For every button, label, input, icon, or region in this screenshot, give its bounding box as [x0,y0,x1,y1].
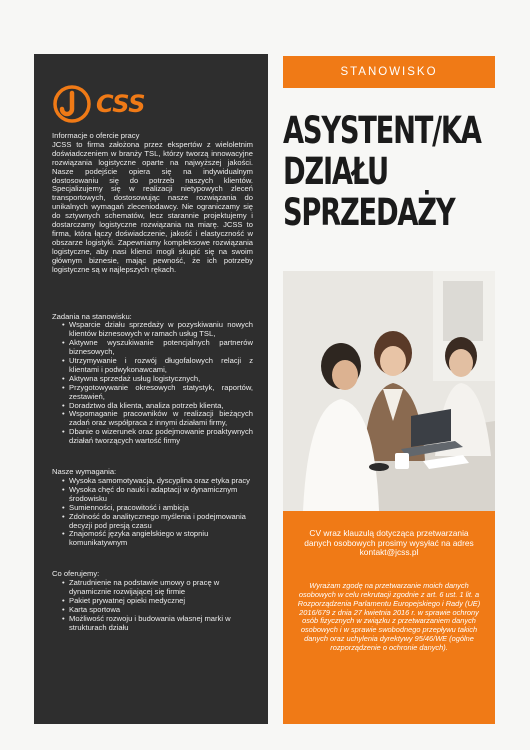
requirement-item: • Wysoka samomotywacja, dyscyplina oraz etyka pracy [62,477,253,486]
duty-item: • Przygotowywanie okresowych statystyk, raportów, zestawień, [62,384,253,402]
requirement-item: • Sumienności, pracowitość i ambicja [62,504,253,513]
duty-item: • Dbanie o wizerunek oraz podejmowanie proaktywnych działań tworzących wartość firmy [62,428,253,446]
duty-item: • Wsparcie działu sprzedaży w pozyskiwaniu nowych klientów biznesowych w ramach usług TSL, [62,321,253,339]
duties-list [52,321,253,446]
duty-item: • Aktywna sprzedaż usług logistycznych, [62,375,253,384]
requirements-list [52,477,253,548]
offer-item: • Możliwość rozwoju i budowania własnej marki w strukturach działu [62,615,253,633]
job-title-line: SPRZEDAŻY [283,191,455,234]
offer-section [52,570,253,632]
duty-item: • Aktywne wyszukiwanie potencjalnych partnerów biznesowych, [62,339,253,357]
requirement-item: • Znajomość języka angielskiego w stopniu komunikatywnym [62,530,253,548]
duties-section [52,313,253,447]
about-text: JCSS to firma założona przez ekspertów z wieloletnim doświadczeniem w branży TSL, którzy tworzą innowacyjne rozwiązania logistyczne oparte na najwyższej jakości. Nasze podejście opiera się na indywidualnym dostosowaniu się do potrzeb naszych klientów. Specjalizujemy się w realizacji nietypowych zleceń transportowych, dostosowując nasze rozwiązania do unikalnych wymagań zleceniodawcy. Nie ograniczamy się do sztywnych schematów, lecz starannie projektujemy i dostarczamy logistyczne rozwiązania na miarę. JCSS to firma, która łączy doświadczenie, jakość i elastyczność w obszarze logistyki. Zapewniamy kompleksowe rozwiązania logistyczne, aby nasi klienci mogli skupić się na swoim głównym biznesie, mając pewność, że ich potrzeby logistyczne są w najlepszych rękach. [52,139,253,274]
team-meeting-illustration [283,271,495,511]
logo-text: CSS [96,90,145,118]
duty-item: • Wspomaganie pracowników w realizacji bieżących zadań oraz współpraca z innymi działami firmy, [62,410,253,428]
position-badge: STANOWISKO [283,56,495,88]
about-heading: Informacje o ofercie pracy [52,131,140,140]
requirement-item: • Wysoka chęć do nauki i adaptacji w dynamicznym środowisku [62,486,253,504]
offer-item: • Pakiet prywatnej opieki medycznej [62,597,253,606]
offer-item: • Karta sportowa [62,606,253,615]
duty-item: • Doradztwo dla klienta, analiza potrzeb klienta, [62,402,253,411]
duty-item: • Utrzymywanie i rozwój długofalowych relacji z klientami i podwykonawcami, [62,357,253,375]
company-logo [52,84,253,124]
company-info-panel [34,54,268,724]
offer-heading: Co oferujemy: [52,569,100,579]
requirements-heading: Nasze wymagania: [52,467,117,477]
cv-instructions: CV wraz klauzulą dotycząca przetwarzania danych osobowych prosimy wysyłać na adres kontakt@jcss.pl [304,528,474,558]
application-panel [283,511,495,724]
about-section [52,132,253,275]
offer-item: • Zatrudnienie na podstawie umowy o pracę w dynamicznie rozwijającej się firmie [62,579,253,597]
jcss-logo-icon [52,84,92,124]
requirements-section [52,468,253,548]
offer-list [52,579,253,632]
team-meeting-photo [283,271,495,511]
job-title-line: DZIAŁU [283,150,388,193]
duties-heading: Zadania na stanowisku: [52,311,132,321]
requirement-item: • Zdolność do analitycznego myślenia i podejmowania decyzji pod presją czasu [62,513,253,531]
gdpr-consent-text: Wyrażam zgodę na przetwarzanie moich danych osobowych w celu rekrutacji zgodnie z art. 6 ust. 1 lit. a Rozporządzenia Parlamentu Europejskiego i Rady (UE) 2016/679 z dnia 27 kwietnia 2016 r. w sprawie ochrony osób fizycznych w związku z przetwarzaniem danych osobowych i w sprawie swobodnego przepływu takich danych oraz uchylenia dyrektywy 95/46/WE (ogólne rozporządzenie o ochronie danych). [297,580,481,653]
job-title-line: ASYSTENT/KA [283,109,481,152]
job-title [283,109,481,234]
